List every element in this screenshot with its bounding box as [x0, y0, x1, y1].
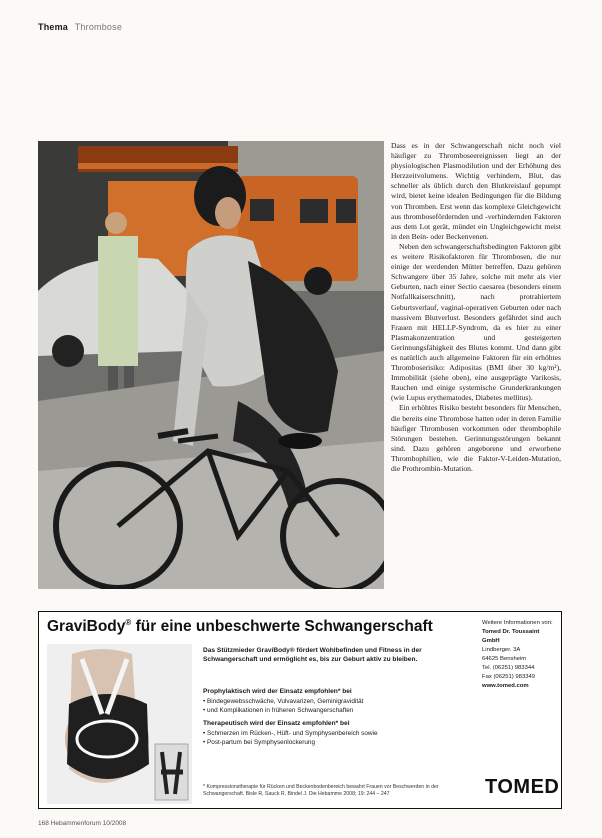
list-item: • und Komplikationen in früheren Schwangerschaften	[203, 707, 465, 716]
contact-phone: Tel. (06251) 983344	[482, 665, 535, 671]
ad-product-image	[47, 644, 192, 804]
page-footer: 168 Hebammenforum 10/2008	[38, 820, 127, 827]
article-text	[391, 141, 561, 589]
article-paragraph-2: Neben den schwangerschaftsbedingten Faktoren gibt es weitere Risikofaktoren für Thrombosen, die nur einige der werdenden Mütter betreffen. Dazu gehören Schwangere über 35 Jahre, solche mit mehr als vier Geburten, nach einer Sectio caesarea (besonders einem Notfallkaiserschnitt), nach protrahiertem Geburtsverlauf, vaginal-operativen Geburten oder nach massivem Blutverlust. Besonders gefährdet sind auch Frauen mit HELLP-Syndrom, da es hier zu einer Plasmakonzentration und gesteigerten Gerinnungsfähigkeit des Blutes kommt. Und dann gibt es natürlich auch allgemeine Faktoren für ein erhöhtes Thromboserisiko: Adipositas (BMI über 30 kg/m²), Immobilität (siehe oben), eine ausgeprägte Varikosis, Rauchen und einige systemische Grunderkrankungen (wie Lupus erythematodes, Diabetes mellitus).	[391, 241, 561, 403]
ad-footnote: * Kompressionstherapie für Rücken und Beckenbodenbereich bewahrt Frauen vor Beschwerden in der Schwangerschaft. Bisle R, Sauck R, Bindel J. Die Hebamme 2008; 19: 244 – 247	[203, 784, 439, 797]
ad-brand: GraviBody	[47, 618, 126, 636]
ad-prophylactic-list	[203, 698, 465, 716]
topic-label: Thrombose	[74, 22, 123, 32]
contact-website-link[interactable]: www.tomed.com	[482, 683, 529, 689]
contact-fax: Fax (06251) 983349	[482, 674, 536, 680]
page-header	[38, 22, 122, 32]
ad-registered-mark: ®	[125, 618, 132, 627]
article-paragraph-3: Ein erhöhtes Risiko besteht besonders für Menschen, die bereits eine Thrombose hatten oder in deren Familie häufiger Thrombosen vorkommen oder thrombophile Störungen bestehen. Gerinnungsstörungen bekannt sind. Dazu gehören angeborene und erworbene Thrombophilien, wie die Faktor-V-Leiden-Mutation, die Prothrombin-Mutation.	[391, 403, 561, 473]
ad-therapeutic-title: Therapeutisch wird der Einsatz empfohlen* bei	[203, 720, 350, 727]
contact-intro: Weitere Informationen von:	[482, 620, 553, 626]
list-item: • Schmerzen im Rücken-, Hüft- und Symphysenbereich sowie	[203, 730, 465, 739]
ad-contact-block	[482, 619, 558, 691]
contact-street: Lindberger. 3A	[482, 647, 521, 653]
tomed-logo: TOMED	[485, 776, 560, 798]
article-paragraph-1: Dass es in der Schwangerschaft nicht noch viel häufiger zu Thromboseereignissen liegt an der physiologischen Plasmodilution und der Erhöhung des Herzzeitvolumens. Wichtig verhindern, Blut, das schneller als üblich durch den Blutkreislauf gepumpt wird, bietet keine idealen Bedingungen für die Bildung von Thromben. Erst wenn das komplexe Gleichgewicht aus thrombosefördernden und -verhindernden Faktoren aus dem Lot gerät, mündet ein Ungleichgewicht meist in den Bein- oder Beckenvenen.	[391, 141, 561, 241]
list-item: • Post-partum bei Symphysenlockerung	[203, 739, 465, 748]
contact-company: Tomed Dr. Toussaint GmbH	[482, 629, 540, 644]
article-photo	[38, 141, 384, 589]
ad-therapeutic-list	[203, 730, 465, 748]
ad-headline-rest: für eine unbeschwerte Schwangerschaft	[131, 618, 433, 636]
ad-headline	[47, 618, 433, 636]
advertisement	[38, 611, 562, 809]
ad-intro: Das Stützmieder GraviBody® fördert Wohlbefinden und Fitness in der Schwangerschaft und ermöglicht es, bis zur Geburt aktiv zu bleiben.	[203, 647, 422, 663]
contact-city: 64625 Bensheim	[482, 656, 527, 662]
ad-prophylactic-title: Prophylaktisch wird der Einsatz empfohlen* bei	[203, 688, 352, 695]
section-label: Thema	[38, 22, 69, 32]
list-item: • Bindegewebsschwäche, Vulvavarizen, Geminigravidität	[203, 698, 465, 707]
